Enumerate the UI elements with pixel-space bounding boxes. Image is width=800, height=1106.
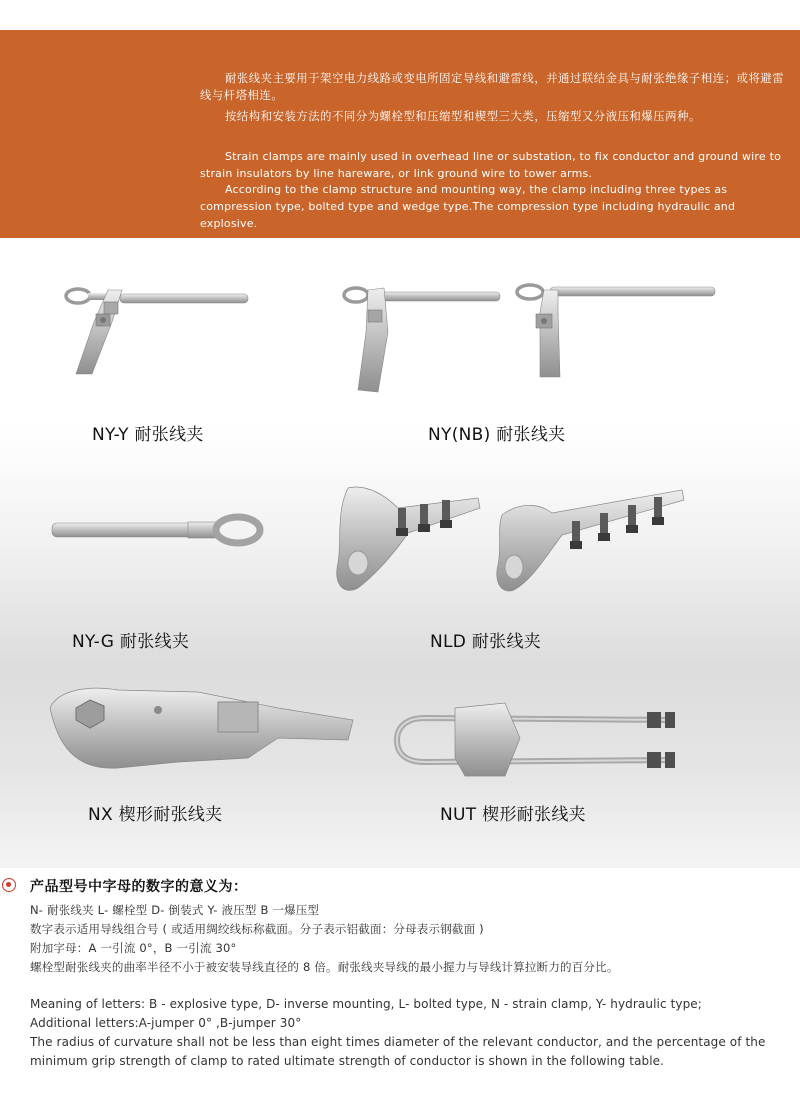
- notes-zh-line-2: 数字表示适用导线组合号 ( 或适用绸绞线标称截面。分子表示铝截面：分母表示钢截面 ): [30, 922, 484, 936]
- caption-nld: NLD 耐张线夹: [430, 632, 542, 652]
- notes-en-line-2: Additional letters:A-jumper 0° ,B-jumper 30°: [30, 1016, 302, 1030]
- caption-ny-y: NY-Y 耐张线夹: [92, 425, 204, 445]
- ny-nb-clamp-image-2: [510, 282, 720, 402]
- intro-zh-paragraph-1: 耐张线夹主要用于架空电力线路或变电所固定导线和避雷线，并通过联结金具与耐张绝缘子相连；或将避雷线与杆塔相连。: [200, 72, 785, 102]
- nld-clamp-image-2: [492, 485, 692, 600]
- bullet-icon: [2, 878, 16, 892]
- intro-banner: [0, 30, 800, 238]
- notes-title: 产品型号中字母的数字的意义为：: [30, 879, 248, 895]
- notes-zh-line-3: 附加字母：A 一引流 0°，B 一引流 30°: [30, 941, 237, 955]
- notes-en-line-1: Meaning of letters: B - explosive type, D- inverse mounting, L- bolted type, N - strain clamp, Y- hydraulic type;: [30, 997, 702, 1011]
- caption-ny-nb: NY(NB) 耐张线夹: [428, 425, 566, 445]
- notes-en-line-4: minimum grip strength of clamp to rated ultimate strength of conductor is shown in the following table.: [30, 1054, 665, 1068]
- nx-clamp-image: [48, 680, 358, 775]
- intro-en-paragraph-1: Strain clamps are mainly used in overhead line or substation, to fix conductor and ground wire to strain insulators by line hareware, or link ground wire to tower arms.: [200, 150, 782, 180]
- caption-ny-g: NY-G 耐张线夹: [72, 632, 190, 652]
- nut-clamp-image: [385, 698, 690, 783]
- notes-zh-line-1: N- 耐张线夹 L- 螺栓型 D- 倒装式 Y- 液压型 B 一爆压型: [30, 903, 320, 917]
- caption-nx: NX 楔形耐张线夹: [88, 805, 223, 825]
- caption-nut: NUT 楔形耐张线夹: [440, 805, 586, 825]
- intro-en-paragraph-2: According to the clamp structure and mounting way, the clamp including three types as compression type, bolted type and wedge type.The compression type including hydraulic and explosive.: [200, 183, 736, 230]
- ny-g-clamp-image: [48, 505, 268, 565]
- intro-zh-paragraph-2: 按结构和安装方法的不同分为螺栓型和压缩型和楔型三大类，压缩型又分液压和爆压两种。: [225, 110, 701, 123]
- ny-nb-clamp-image-1: [338, 282, 508, 402]
- notes-en-line-3: The radius of curvature shall not be less than eight times diameter of the relevant conductor, and the percentage of the: [30, 1035, 766, 1049]
- notes-zh-line-4: 螺栓型耐张线夹的曲率半径不小于被安装导线直径的 8 倍。耐张线夹导线的最小握力与导线计算拉断力的百分比。: [30, 960, 619, 974]
- ny-y-clamp-image: [60, 282, 260, 392]
- nld-clamp-image-1: [328, 478, 488, 603]
